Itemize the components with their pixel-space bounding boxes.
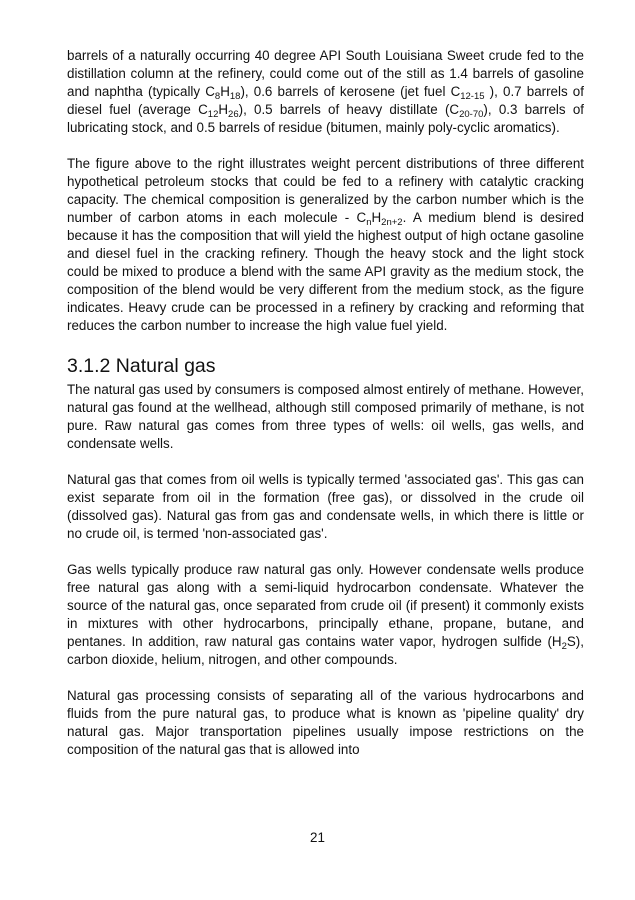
section-heading-natural-gas: 3.1.2 Natural gas bbox=[67, 355, 216, 377]
paragraph-petroleum-stocks: The figure above to the right illustrates weight percent distributions of three different hypothetical petroleum stocks that could be fed to a refinery with catalytic cracking capacity. The chemical composition is generalized by the carbon number which is the number of carbon atoms in each molecule - $C_nH_{2n+2}$. A medium blend is desired because it has the composition that will yield the highest output of high octane gasoline and diesel fuel in the cracking refinery. Though the heavy stock and the light stock could be mixed to produce a blend with the same API gravity as the medium stock, the composition of the blend would be very different from the medium stock, as the figure indicates. Heavy crude can be processed in a refinery by cracking and reforming that reduces the carbon number to increase the high value fuel yield. bbox=[67, 156, 584, 333]
paragraph-refinery-yield: barrels of a naturally occurring 40 degree API South Louisiana Sweet crude fed to the distillation column at the refinery, could come out of the still as 1.4 barrels of gasoline and naphtha (typically $C_8H_{18}$), 0.6 barrels of kerosene (jet fuel $C_{12-15}$ ), 0.7 barrels of diesel fuel (average $C_{12}H_{26}$), 0.5 barrels of heavy distillate $(C_{20-70})$, 0.3 barrels of lubricating stock, and 0.5 barrels of residue (bitumen, mainly poly-cyclic aromatics). bbox=[67, 48, 584, 135]
paragraph-gas-processing: Natural gas processing consists of separating all of the various hydrocarbons and fluids from the pure natural gas, to produce what is known as 'pipeline quality' dry natural gas. Major transportation pipelines usually impose restrictions on the composition of the natural gas that is allowed into bbox=[67, 688, 584, 757]
paragraph-natural-gas-intro: The natural gas used by consumers is composed almost entirely of methane. However, natural gas found at the wellhead, although still composed primarily of methane, is not pure. Raw natural gas comes from three types of wells: oil wells, gas wells, and condensate wells. bbox=[67, 382, 584, 451]
document-page bbox=[67, 47, 584, 777]
paragraph-associated-gas: Natural gas that comes from oil wells is typically termed 'associated gas'. This gas can exist separate from oil in the formation (free gas), or dissolved in the crude oil (dissolved gas). Natural gas from gas and condensate wells, in which there is little or no crude oil, is termed 'non-associated gas'. bbox=[67, 472, 584, 541]
page-number: 21 bbox=[310, 830, 325, 845]
paragraph-gas-wells: Gas wells typically produce raw natural gas only. However condensate wells produce free natural gas along with a semi-liquid hydrocarbon condensate. Whatever the source of the natural gas, once separated from crude oil (if present) it commonly exists in mixtures with other hydrocarbons, principally ethane, propane, butane, and pentanes. In addition, raw natural gas contains water vapor, hydrogen sulfide $(H_2S)$, carbon dioxide, helium, nitrogen, and other compounds. bbox=[67, 562, 584, 667]
